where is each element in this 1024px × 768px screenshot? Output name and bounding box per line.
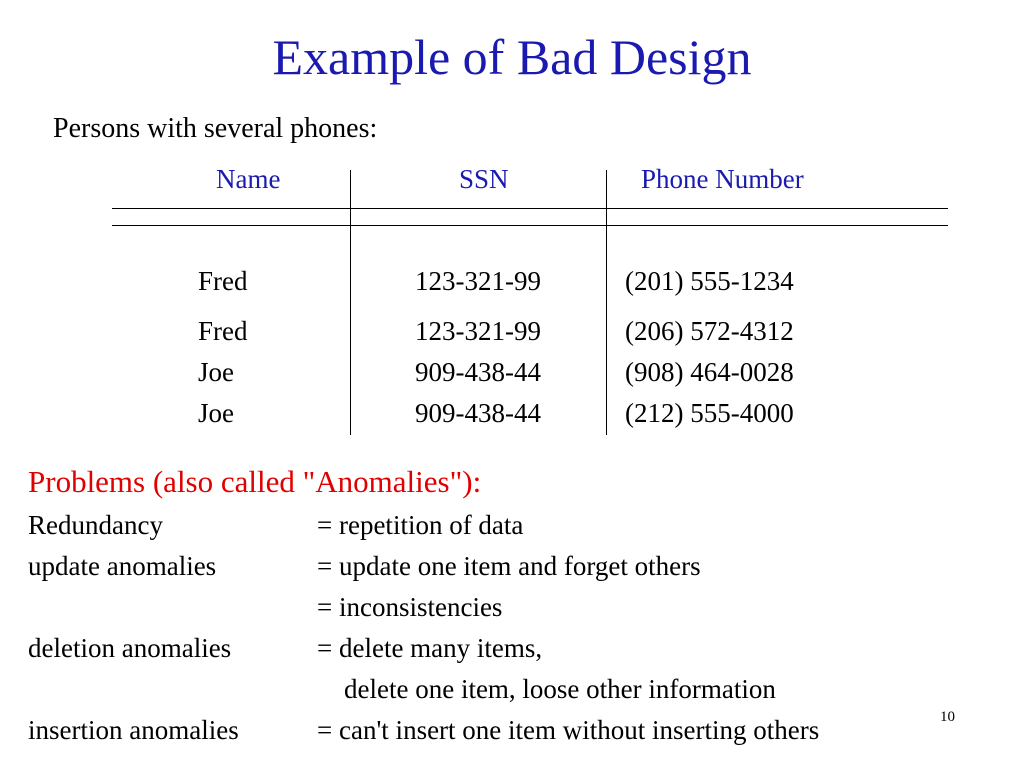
- anomaly-description: = repetition of data: [317, 510, 524, 540]
- table-cell-phone: (206) 572-4312: [625, 316, 794, 346]
- column-header-ssn: SSN: [459, 164, 509, 194]
- header-rule-bottom: [112, 225, 948, 226]
- anomaly-term: Redundancy: [28, 510, 163, 540]
- table-cell-name: Fred: [198, 266, 248, 296]
- anomaly-term: update anomalies: [28, 551, 217, 581]
- header-rule-top: [112, 208, 948, 209]
- column-divider-2: [606, 170, 607, 435]
- anomaly-description: = inconsistencies: [317, 592, 503, 622]
- subtitle: Persons with several phones:: [53, 113, 378, 144]
- anomaly-description: = delete many items,: [317, 633, 543, 663]
- anomaly-description: delete one item, loose other information: [344, 674, 776, 704]
- column-header-phone: Phone Number: [641, 164, 804, 194]
- table-cell-phone: (908) 464-0028: [625, 357, 794, 387]
- table-cell-ssn: 909-438-44: [415, 357, 541, 387]
- page-number: 10: [940, 709, 955, 725]
- table-cell-phone: (201) 555-1234: [625, 266, 794, 296]
- column-header-name: Name: [216, 164, 281, 194]
- column-divider-1: [350, 170, 351, 435]
- table-cell-name: Joe: [198, 398, 234, 428]
- table-cell-name: Fred: [198, 316, 248, 346]
- anomaly-term: deletion anomalies: [28, 633, 232, 663]
- table-cell-phone: (212) 555-4000: [625, 398, 794, 428]
- table-cell-ssn: 123-321-99: [415, 266, 541, 296]
- anomaly-description: = update one item and forget others: [317, 551, 701, 581]
- problems-heading: Problems (also called "Anomalies"):: [28, 464, 482, 499]
- anomaly-term: insertion anomalies: [28, 715, 239, 745]
- table-cell-ssn: 909-438-44: [415, 398, 541, 428]
- table-cell-ssn: 123-321-99: [415, 316, 541, 346]
- table-cell-name: Joe: [198, 357, 234, 387]
- slide-title: Example of Bad Design: [272, 29, 752, 85]
- anomaly-description: = can't insert one item without inserting others: [317, 715, 820, 745]
